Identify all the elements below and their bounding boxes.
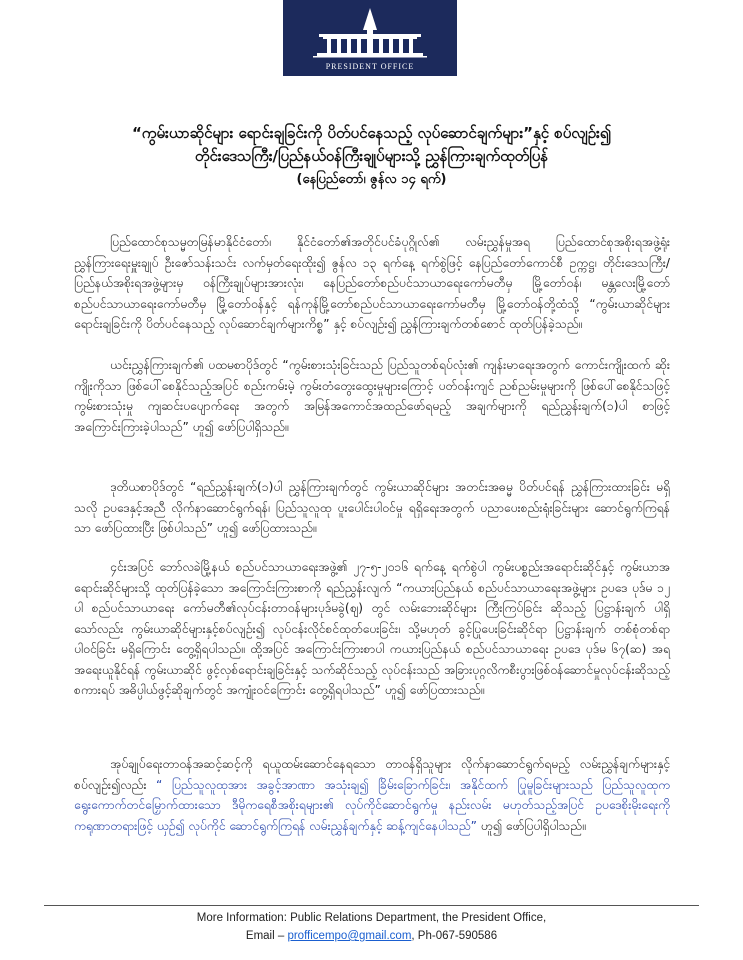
paragraph-5-quote: “ ပြည်သူလူထုအား အခွင့်အာဏာ အသုံးချ၍ ခြိမ်းခြောက်ခြင်း၊ အနိုင်ထက် ပြုမူခြင်းများသည် ပြည်သူလူထုက ရွေးကောက်တင်မြှောက်ထားသော ဒီမိုကရေစီအစိုးရများ၏ လုပ်ကိုင်ဆောင်ရွက်မှု နည်းလမ်း မဟုတ်သည့်အပြင် ဥပဒေစိုးမိုးရေးကို ကရုဏာတရားဖြင့် ယှဉ်၍ လုပ်ကိုင် ဆောင်ရွက်ကြရန် လမ်းညွှန်ချက်နှင့် ဆန့်ကျင်နေပါသည်” (74, 777, 670, 833)
headline-line-2: တိုင်းဒေသကြီး/ပြည်နယ်ဝန်ကြီးချုပ်များသို့ ညွှန်ကြားချက်ထုတ်ပြန် (194, 147, 549, 165)
logo-label: PRESIDENT OFFICE (325, 62, 415, 71)
email-prefix: Email – (245, 930, 288, 942)
paragraph-1: ပြည်ထောင်စုသမ္မတမြန်မာနိုင်ငံတော်၊ နိုင်ငံတော်၏အတိုင်ပင်ခံပုဂ္ဂိုလ်၏ လမ်းညွှန်မှုအရ ပြည်ထောင်စုအစိုးရအဖွဲ့ရုံး ညွှန်ကြားရေးမှူးချုပ် ဦးဇော်သန်းသင်း လက်မှတ်ရေးထိုး၍ ဇွန်လ ၁၃ ရက်နေ့ ရက်စွဲဖြင့် နေပြည်တော်ကောင်စီ ဥက္ကဋ္ဌ၊ တိုင်းဒေသကြီး/ပြည်နယ်အစိုးရအဖွဲ့များမှ ဝန်ကြီးချုပ်များအားလုံး၊ နေပြည်တော်စည်ပင်သာယာရေးကော်မတီမှ မြို့တော်ဝန်၊ မန္တလေးမြို့တော်စည်ပင်သာယာရေးကော်မတီမှ မြို့တော်ဝန်နှင့် ရန်ကုန်မြို့တော်စည်ပင်သာယာရေးကော်မတီမှ မြို့တော်ဝန်တို့ထံသို့ “ကွမ်းယာဆိုင်များ ရောင်းချခြင်းကို ပိတ်ပင်နေသည့် လုပ်ဆောင်ချက်များကိစ္စ” နှင့် စပ်လျဉ်း၍ ညွှန်ကြားချက်တစ်စောင် ထုတ်ပြန်ခဲ့သည်။ (74, 235, 670, 331)
paragraph-5-end: ဟူ၍ ဖော်ပြပါရှိပါသည်။ (476, 818, 586, 833)
president-office-logo (283, 0, 457, 76)
phone-number: , Ph-067-590586 (411, 930, 498, 942)
paragraph-3: ဒုတိယစာပိုဒ်တွင် “ရည်ညွှန်းချက်(၁)ပါ ညွှန်ကြားချက်တွင် ကွမ်းယာဆိုင်များ အတင်းအဓမ္မ ပိတ်ပင်ရန် ညွှန်ကြားထားခြင်း မရှိသလို ဥပဒေနှင့်အညီ လိုက်နာဆောင်ရွက်ရန်၊ ပြည်သူလူထု ပူးပေါင်းပါဝင်မှု ရရှိရေးအတွက် ပညာပေးစည်းရုံးခြင်းများ ဆောင်ရွက်ကြရန်သာ ဖော်ပြထားပြီး ဖြစ်ပါသည်” ဟူ၍ ဖော်ပြထားသည်။ (74, 480, 670, 535)
email-link[interactable]: profficempo@gmail.com (287, 930, 412, 942)
paragraph-4: ၄င်းအပြင် ဘော်လခဲမြို့နယ် စည်ပင်သာယာရေးအဖွဲ့၏ ၂၇-၅-၂၀၁၆ ရက်နေ့ ရက်စွဲပါ ကွမ်းပစ္စည်းအရောင်းဆိုင်နှင့် ကွမ်းယာအရောင်းဆိုင်များသို့ ထုတ်ပြန်ခဲ့သော အကြောင်းကြားစာကို ရည်ညွှန်းလျက် “ကယားပြည်နယ် စည်ပင်သာယာရေးအဖွဲ့များ ဥပဒေ ပုဒ်မ ၁၂ ပါ စည်ပင်သာယာရေး ကော်မတီ၏လုပ်ငန်းတာဝန်များပုဒ်မခွဲ(ဈ) တွင် လမ်းဘေးဆိုင်များ ကြီးကြပ်ခြင်း ဆိုသည့် ပြဋ္ဌာန်းချက် ပါရှိသော်လည်း ကွမ်းယာဆိုင်များနှင့်စပ်လျဉ်း၍ လုပ်ငန်းလိုင်စင်ထုတ်ပေးခြင်း၊ သို့မဟုတ် ခွင့်ပြုပေးခြင်းဆိုင်ရာ ပြဋ္ဌာန်းချက် တစ်စုံတစ်ရာ ပါဝင်ခြင်း မရှိကြောင်း တွေ့ရှိရပါသည်။ ထို့အပြင် အကြောင်းကြားစာပါ ကယားပြည်နယ် စည်ပင်သာယာရေး ဥပဒေ ပုဒ်မ ၆၇(ဆ) အရ အရေးယူနိုင်ရန် ကွမ်းယာဆိုင် ဖွင့်လှစ်ရောင်းချခြင်းနှင့် သက်ဆိုင်သည့် လုပ်ငန်းသည် အခြားပုဂ္ဂလိကစီးပွားဖြစ်ဝန်ဆောင်မှုလုပ်ငန်းဆိုသည့် စကားရပ် အဓိပ္ပါယ်ဖွင့်ဆိုချက်တွင် အကျုံးဝင်ကြောင်း တွေ့ရှိရပါသည်” ဟူ၍ ဖော်ပြထားသည်။ (74, 560, 670, 697)
footer-info: More Information: Public Relations Department, the President Office, (196, 912, 547, 924)
paragraph-5 (74, 754, 670, 836)
headline-line-1: “ကွမ်းယာဆိုင်များ ရောင်းချခြင်းကို ပိတ်ပင်နေသည့် လုပ်ဆောင်ချက်များ”နှင့် စပ်လျဉ်း၍ (131, 124, 612, 142)
paragraph-2: ယင်းညွှန်ကြားချက်၏ ပထမစာပိုဒ်တွင် “ကွမ်းစားသုံးခြင်းသည် ပြည်သူတစ်ရပ်လုံး၏ ကျန်းမာရေးအတွက် ကောင်းကျိုးထက် ဆိုးကျိုးကိုသာ ဖြစ်ပေါ်စေနိုင်သည့်အပြင် စည်းကမ်းမဲ့ ကွမ်းတံတွေးထွေးမှုများကြောင့် ပတ်ဝန်းကျင် ညစ်ညမ်းမှုများကို ဖြစ်ပေါ်စေနိုင်သဖြင့် ကွမ်းစားသုံးမှု ကျဆင်းပပျောက်ရေး အတွက် အမြန်အကောင်အထည်ဖော်ရမည့် အချက်များကို ရည်ညွှန်းချက်(၁)ပါ စာဖြင့် အကြောင်းကြားခဲ့ပါသည်” ဟူ၍ ဖော်ပြပါရှိသည်။ (74, 358, 670, 434)
footer-contact (0, 930, 743, 942)
dateline: (နေပြည်တော်၊ ဇွန်လ ၁၄ ရက်) (296, 172, 447, 187)
footer-divider (44, 905, 699, 906)
paragraph-5-start: အုပ်ချုပ်ရေးတာဝန်အဆင့်ဆင့်ကို ရယူထမ်းဆောင်နေရသော တာဝန်ရှိသူများ လိုက်နာဆောင်ရွက်ရမည့် လမ်းညွှန်ချက်များနှင့် စပ်လျဉ်း၍လည်း (74, 757, 670, 792)
